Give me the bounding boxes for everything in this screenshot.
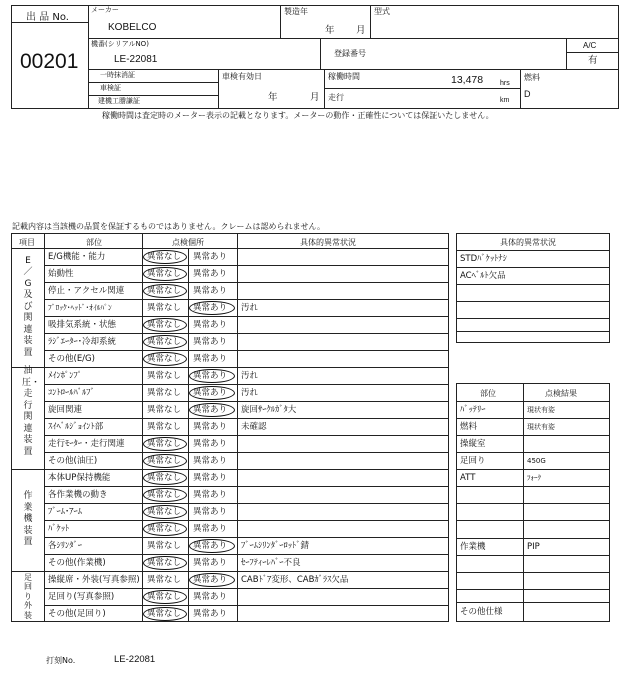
maker-divider bbox=[280, 5, 281, 38]
result-row-part: 作業機 bbox=[460, 542, 486, 552]
table-row-part: 各ｼﾘﾝﾀﾞｰ bbox=[48, 540, 83, 551]
abnormal-option: 異常あり bbox=[193, 302, 228, 313]
normal-option: 異常なし bbox=[147, 438, 182, 449]
normal-circle bbox=[143, 335, 187, 349]
col-line-detail bbox=[237, 233, 238, 622]
result-row-part: ﾊﾞｯﾃﾘｰ bbox=[460, 404, 486, 415]
model-label: 型式 bbox=[374, 7, 390, 16]
abnormal-option: 異常あり bbox=[193, 574, 228, 585]
abnormal-circle bbox=[189, 301, 235, 315]
maker-label: メーカー bbox=[91, 6, 119, 14]
table-row-part: 旋回関連 bbox=[48, 404, 83, 415]
normal-option: 異常なし bbox=[147, 387, 182, 398]
result-row-line bbox=[456, 418, 610, 419]
normal-option: 異常なし bbox=[147, 523, 182, 534]
inspection-label: 車検有効日 bbox=[222, 72, 262, 81]
result-row-line bbox=[456, 435, 610, 436]
header-row1-line bbox=[88, 38, 619, 39]
result-row-line bbox=[456, 589, 610, 590]
result-row-line bbox=[456, 469, 610, 470]
abnormal-option: 異常あり bbox=[193, 387, 228, 398]
result-row-line bbox=[456, 452, 610, 453]
col-header-item: 項目 bbox=[19, 238, 35, 247]
table-row-detail: 汚れ bbox=[241, 302, 259, 313]
normal-option: 異常なし bbox=[147, 404, 182, 415]
col-header-check: 点検個所 bbox=[172, 238, 204, 247]
normal-option: 異常なし bbox=[147, 540, 182, 551]
table-row-part: その他(E/G) bbox=[48, 353, 95, 364]
normal-option: 異常なし bbox=[147, 251, 182, 262]
normal-circle bbox=[143, 437, 187, 451]
row-line bbox=[237, 367, 449, 368]
table-row-part: ﾌﾞｰﾑ･ｱｰﾑ bbox=[48, 506, 83, 517]
abnormal-option: 異常あり bbox=[193, 608, 228, 619]
abnormal-option: 異常あり bbox=[193, 591, 228, 602]
lot-label: 出 品 No. bbox=[26, 12, 69, 23]
table-row-detail: 汚れ bbox=[241, 370, 259, 381]
maker-value: KOBELCO bbox=[108, 22, 157, 33]
result-row-part: 燃料 bbox=[460, 421, 478, 432]
row-line bbox=[44, 571, 237, 572]
normal-circle bbox=[143, 505, 187, 519]
row-line bbox=[237, 537, 449, 538]
row-line bbox=[237, 520, 449, 521]
normal-circle bbox=[143, 318, 187, 332]
fuel-label: 燃料 bbox=[524, 73, 540, 82]
row-line bbox=[44, 486, 237, 487]
normal-circle bbox=[143, 607, 187, 621]
month-unit: 月 bbox=[356, 25, 366, 36]
abnormal-option: 異常あり bbox=[193, 319, 228, 330]
table-row-part: E/G機能・能力 bbox=[48, 251, 106, 262]
table-row-part: その他(油圧) bbox=[48, 455, 98, 466]
hours-mid-line bbox=[324, 88, 520, 89]
row-line bbox=[237, 605, 449, 606]
table-row-part: 吸排気系統・状態 bbox=[48, 319, 117, 330]
result-header-part: 部位 bbox=[480, 389, 496, 398]
row-line bbox=[237, 384, 449, 385]
abnormal-option: 異常あり bbox=[193, 523, 228, 534]
travel-unit: km bbox=[500, 97, 510, 104]
row-line bbox=[237, 435, 449, 436]
row-line bbox=[44, 333, 237, 334]
serial-value: LE-22081 bbox=[114, 54, 158, 65]
table-row-part: 各作業機の動き bbox=[48, 489, 108, 500]
abnormal-option: 異常あり bbox=[193, 557, 228, 568]
year-label: 製造年 bbox=[284, 7, 308, 16]
abnormal-option: 異常あり bbox=[193, 285, 228, 296]
normal-circle bbox=[143, 590, 187, 604]
row-line bbox=[44, 435, 237, 436]
ac-label: A/C bbox=[583, 41, 597, 50]
row-line bbox=[237, 418, 449, 419]
normal-option: 異常なし bbox=[147, 591, 182, 602]
result-row-value: 現状有姿 bbox=[527, 422, 555, 431]
normal-option: 異常なし bbox=[147, 489, 182, 500]
result-row-line bbox=[456, 538, 610, 539]
normal-option: 異常なし bbox=[147, 421, 182, 432]
hours-unit: hrs bbox=[500, 80, 510, 87]
serial-divider bbox=[320, 38, 321, 69]
normal-circle bbox=[143, 250, 187, 264]
result-row-line bbox=[456, 555, 610, 556]
result-row-line bbox=[456, 520, 610, 521]
year-unit: 年 bbox=[325, 25, 335, 36]
row-line bbox=[44, 605, 237, 606]
abnormal-option: 異常あり bbox=[193, 506, 228, 517]
row-line bbox=[237, 503, 449, 504]
abnormal-circle bbox=[189, 369, 235, 383]
fuel-value: D bbox=[524, 89, 531, 99]
normal-circle bbox=[143, 488, 187, 502]
table-header-line bbox=[11, 248, 449, 249]
lot-number: 00201 bbox=[20, 50, 79, 73]
cert-line-1 bbox=[88, 82, 218, 83]
row-line bbox=[44, 554, 237, 555]
normal-option: 異常なし bbox=[147, 336, 182, 347]
result-row-part: ATT bbox=[460, 473, 476, 483]
abnormal-circle bbox=[189, 573, 235, 587]
col-header-part: 部位 bbox=[86, 238, 102, 247]
abnormal-option: 異常あり bbox=[193, 421, 228, 432]
table-row-part: その他(作業機) bbox=[48, 557, 106, 568]
row-line bbox=[44, 520, 237, 521]
normal-circle bbox=[143, 267, 187, 281]
abnormal-option: 異常あり bbox=[193, 268, 228, 279]
section-label: 足回り外装 bbox=[24, 572, 32, 620]
normal-option: 異常なし bbox=[147, 353, 182, 364]
row-line bbox=[44, 367, 237, 368]
hours-divider bbox=[520, 69, 521, 109]
vehicle-cert-label: 車検証 bbox=[100, 84, 121, 92]
normal-circle bbox=[143, 352, 187, 366]
abnormal-option: 異常あり bbox=[193, 472, 228, 483]
cert-line-2 bbox=[88, 95, 218, 96]
normal-circle bbox=[143, 284, 187, 298]
row-line bbox=[44, 350, 237, 351]
header-row2-line bbox=[88, 69, 619, 70]
section-line bbox=[11, 469, 44, 470]
row-line bbox=[44, 452, 237, 453]
row-line bbox=[44, 401, 237, 402]
table-row-part: 停止・アクセル関連 bbox=[48, 285, 125, 296]
temp-cert-label: 一時抹消証 bbox=[100, 71, 135, 79]
ac-mid-line bbox=[566, 52, 619, 53]
abnormal-option: 異常あり bbox=[193, 438, 228, 449]
row-line bbox=[44, 503, 237, 504]
abnormal-option: 異常あり bbox=[193, 455, 228, 466]
result-row-part: 操縦室 bbox=[460, 438, 486, 449]
ac-divider bbox=[566, 38, 567, 69]
row-line bbox=[237, 588, 449, 589]
abnormal-option: 異常あり bbox=[193, 540, 228, 551]
normal-option: 異常なし bbox=[147, 268, 182, 279]
table-row-part: ﾒｲﾝﾎﾟﾝﾌﾟ bbox=[48, 370, 83, 381]
row-line bbox=[44, 418, 237, 419]
result-row-value: 現状有姿 bbox=[527, 405, 555, 414]
abnormal-detail-line: ACﾍﾞﾙﾄ欠品 bbox=[460, 271, 506, 281]
table-row-detail: 旋回ｻｰｸﾙｶﾞﾀ大 bbox=[241, 404, 297, 415]
row-line bbox=[44, 316, 237, 317]
section-label: 作業機装置 bbox=[23, 491, 33, 548]
table-row-detail: CABﾄﾞｱ変形、CABｶﾞﾗｽ欠品 bbox=[241, 574, 349, 585]
result-row-line bbox=[456, 401, 610, 402]
result-header-result: 点検結果 bbox=[545, 389, 577, 398]
normal-option: 異常なし bbox=[147, 574, 182, 585]
result-row-value: PIP bbox=[527, 542, 540, 552]
table-row-part: ﾗｼﾞｴｰﾀｰ･冷却系統 bbox=[48, 336, 117, 347]
row-line bbox=[237, 469, 449, 470]
normal-option: 異常なし bbox=[147, 302, 182, 313]
abnormal-circle bbox=[189, 539, 235, 553]
col-header-detail: 具体的異常状況 bbox=[300, 238, 356, 247]
row-line bbox=[237, 316, 449, 317]
table-row-part: ｺﾝﾄﾛｰﾙﾊﾞﾙﾌﾞ bbox=[48, 387, 95, 398]
abnormal-option: 異常あり bbox=[193, 489, 228, 500]
stamp-value: LE-22081 bbox=[114, 654, 156, 665]
row-line bbox=[44, 588, 237, 589]
right-top-line bbox=[456, 284, 610, 285]
table-row-part: 始動性 bbox=[48, 268, 74, 279]
hours-label: 稼働時間 bbox=[328, 72, 360, 81]
normal-option: 異常なし bbox=[147, 285, 182, 296]
table-row-detail: 汚れ bbox=[241, 387, 259, 398]
col-line-item bbox=[44, 233, 45, 622]
abnormal-circle bbox=[189, 403, 235, 417]
lot-divider bbox=[88, 5, 89, 109]
abnormal-option: 異常あり bbox=[193, 404, 228, 415]
normal-circle bbox=[143, 471, 187, 485]
normal-option: 異常なし bbox=[147, 557, 182, 568]
result-row-part: 足回り bbox=[460, 455, 486, 466]
row-line bbox=[44, 265, 237, 266]
row-line bbox=[44, 299, 237, 300]
row-line bbox=[237, 452, 449, 453]
reg-label: 登録番号 bbox=[334, 49, 366, 58]
row-line bbox=[237, 571, 449, 572]
table-row-part: 操縦席・外装(写真参照) bbox=[48, 574, 140, 585]
cert-divider bbox=[218, 69, 219, 109]
row-line bbox=[44, 469, 237, 470]
inspection-month: 月 bbox=[310, 92, 320, 103]
row-line bbox=[237, 265, 449, 266]
construction-cert-label: 建機工謄謙証 bbox=[98, 97, 140, 105]
abnormal-detail-line: STDﾊﾞｹｯﾄﾅｼ bbox=[460, 254, 507, 264]
normal-option: 異常なし bbox=[147, 472, 182, 483]
normal-option: 異常なし bbox=[147, 319, 182, 330]
result-row-line bbox=[456, 572, 610, 573]
normal-option: 異常なし bbox=[147, 455, 182, 466]
row-line bbox=[44, 384, 237, 385]
inspection-divider bbox=[324, 69, 325, 109]
year-divider bbox=[370, 5, 371, 38]
table-row-detail: ﾌﾞｰﾑｼﾘﾝﾀﾞｰﾛｯﾄﾞ錆 bbox=[241, 540, 310, 551]
row-line bbox=[237, 350, 449, 351]
right-top-line bbox=[456, 301, 610, 302]
row-line bbox=[237, 554, 449, 555]
right-top-line bbox=[456, 318, 610, 319]
table-row-part: 足回り(写真参照) bbox=[48, 591, 115, 602]
normal-circle bbox=[143, 556, 187, 570]
table-row-part: その他(足回り) bbox=[48, 608, 106, 619]
row-line bbox=[237, 299, 449, 300]
abnormal-option: 異常あり bbox=[193, 336, 228, 347]
hours-notice: 稼働時間は査定時のメーター表示の記載となります。メーターの動作・正確性については保証いたしません。 bbox=[102, 111, 494, 120]
result-row-line bbox=[456, 503, 610, 504]
inspection-year: 年 bbox=[268, 92, 278, 103]
row-line bbox=[237, 282, 449, 283]
abnormal-option: 異常あり bbox=[193, 370, 228, 381]
travel-label: 走行 bbox=[328, 93, 344, 102]
table-row-part: ﾌﾞﾛｯｸ･ﾍｯﾄﾞ･ｵｲﾙﾊﾟﾝ bbox=[48, 302, 112, 312]
result-row-value: 450G bbox=[527, 456, 546, 465]
table-row-detail: ｾｰﾌﾃｨｰﾚﾊﾞｰ不良 bbox=[241, 557, 301, 568]
table-row-part: 走行ﾓｰﾀｰ・走行関連 bbox=[48, 438, 125, 449]
section-label: E／G及び関連装置 bbox=[23, 255, 33, 358]
row-line bbox=[44, 282, 237, 283]
hours-value: 13,478 bbox=[451, 74, 484, 86]
row-line bbox=[237, 333, 449, 334]
result-row-line bbox=[456, 602, 610, 603]
result-row-part: その他仕様 bbox=[460, 607, 503, 617]
normal-option: 異常なし bbox=[147, 370, 182, 381]
serial-label: 機番(シリアルNO) bbox=[91, 40, 149, 48]
normal-circle bbox=[143, 522, 187, 536]
right-top-line bbox=[456, 331, 610, 332]
table-row-detail: 未確認 bbox=[241, 421, 267, 432]
section-label: 油圧・走行関連装置 bbox=[22, 366, 41, 457]
stamp-label: 打刻No. bbox=[46, 656, 76, 665]
result-row-value: ﾌｫｰｸ bbox=[527, 474, 541, 482]
normal-circle bbox=[143, 454, 187, 468]
row-line bbox=[44, 537, 237, 538]
normal-option: 異常なし bbox=[147, 608, 182, 619]
right-top-line bbox=[456, 267, 610, 268]
table-row-part: ﾊﾞｹｯﾄ bbox=[48, 523, 70, 534]
abnormal-option: 異常あり bbox=[193, 353, 228, 364]
result-row-line bbox=[456, 486, 610, 487]
abnormal-circle bbox=[189, 386, 235, 400]
row-line bbox=[237, 486, 449, 487]
ac-value: 有 bbox=[588, 55, 598, 66]
abnormal-detail-header: 具体的異常状況 bbox=[500, 238, 556, 247]
normal-option: 異常なし bbox=[147, 506, 182, 517]
abnormal-option: 異常あり bbox=[193, 251, 228, 262]
table-row-part: 本体UP保持機能 bbox=[48, 472, 111, 483]
right-top-line bbox=[456, 250, 610, 251]
table-row-part: ｽｲﾍﾞﾙｼﾞｮｲﾝﾄ部 bbox=[48, 421, 104, 432]
disclaimer: 記載内容は当該機の品質を保証するものではありません。クレームは認められません。 bbox=[12, 222, 325, 231]
row-line bbox=[237, 401, 449, 402]
